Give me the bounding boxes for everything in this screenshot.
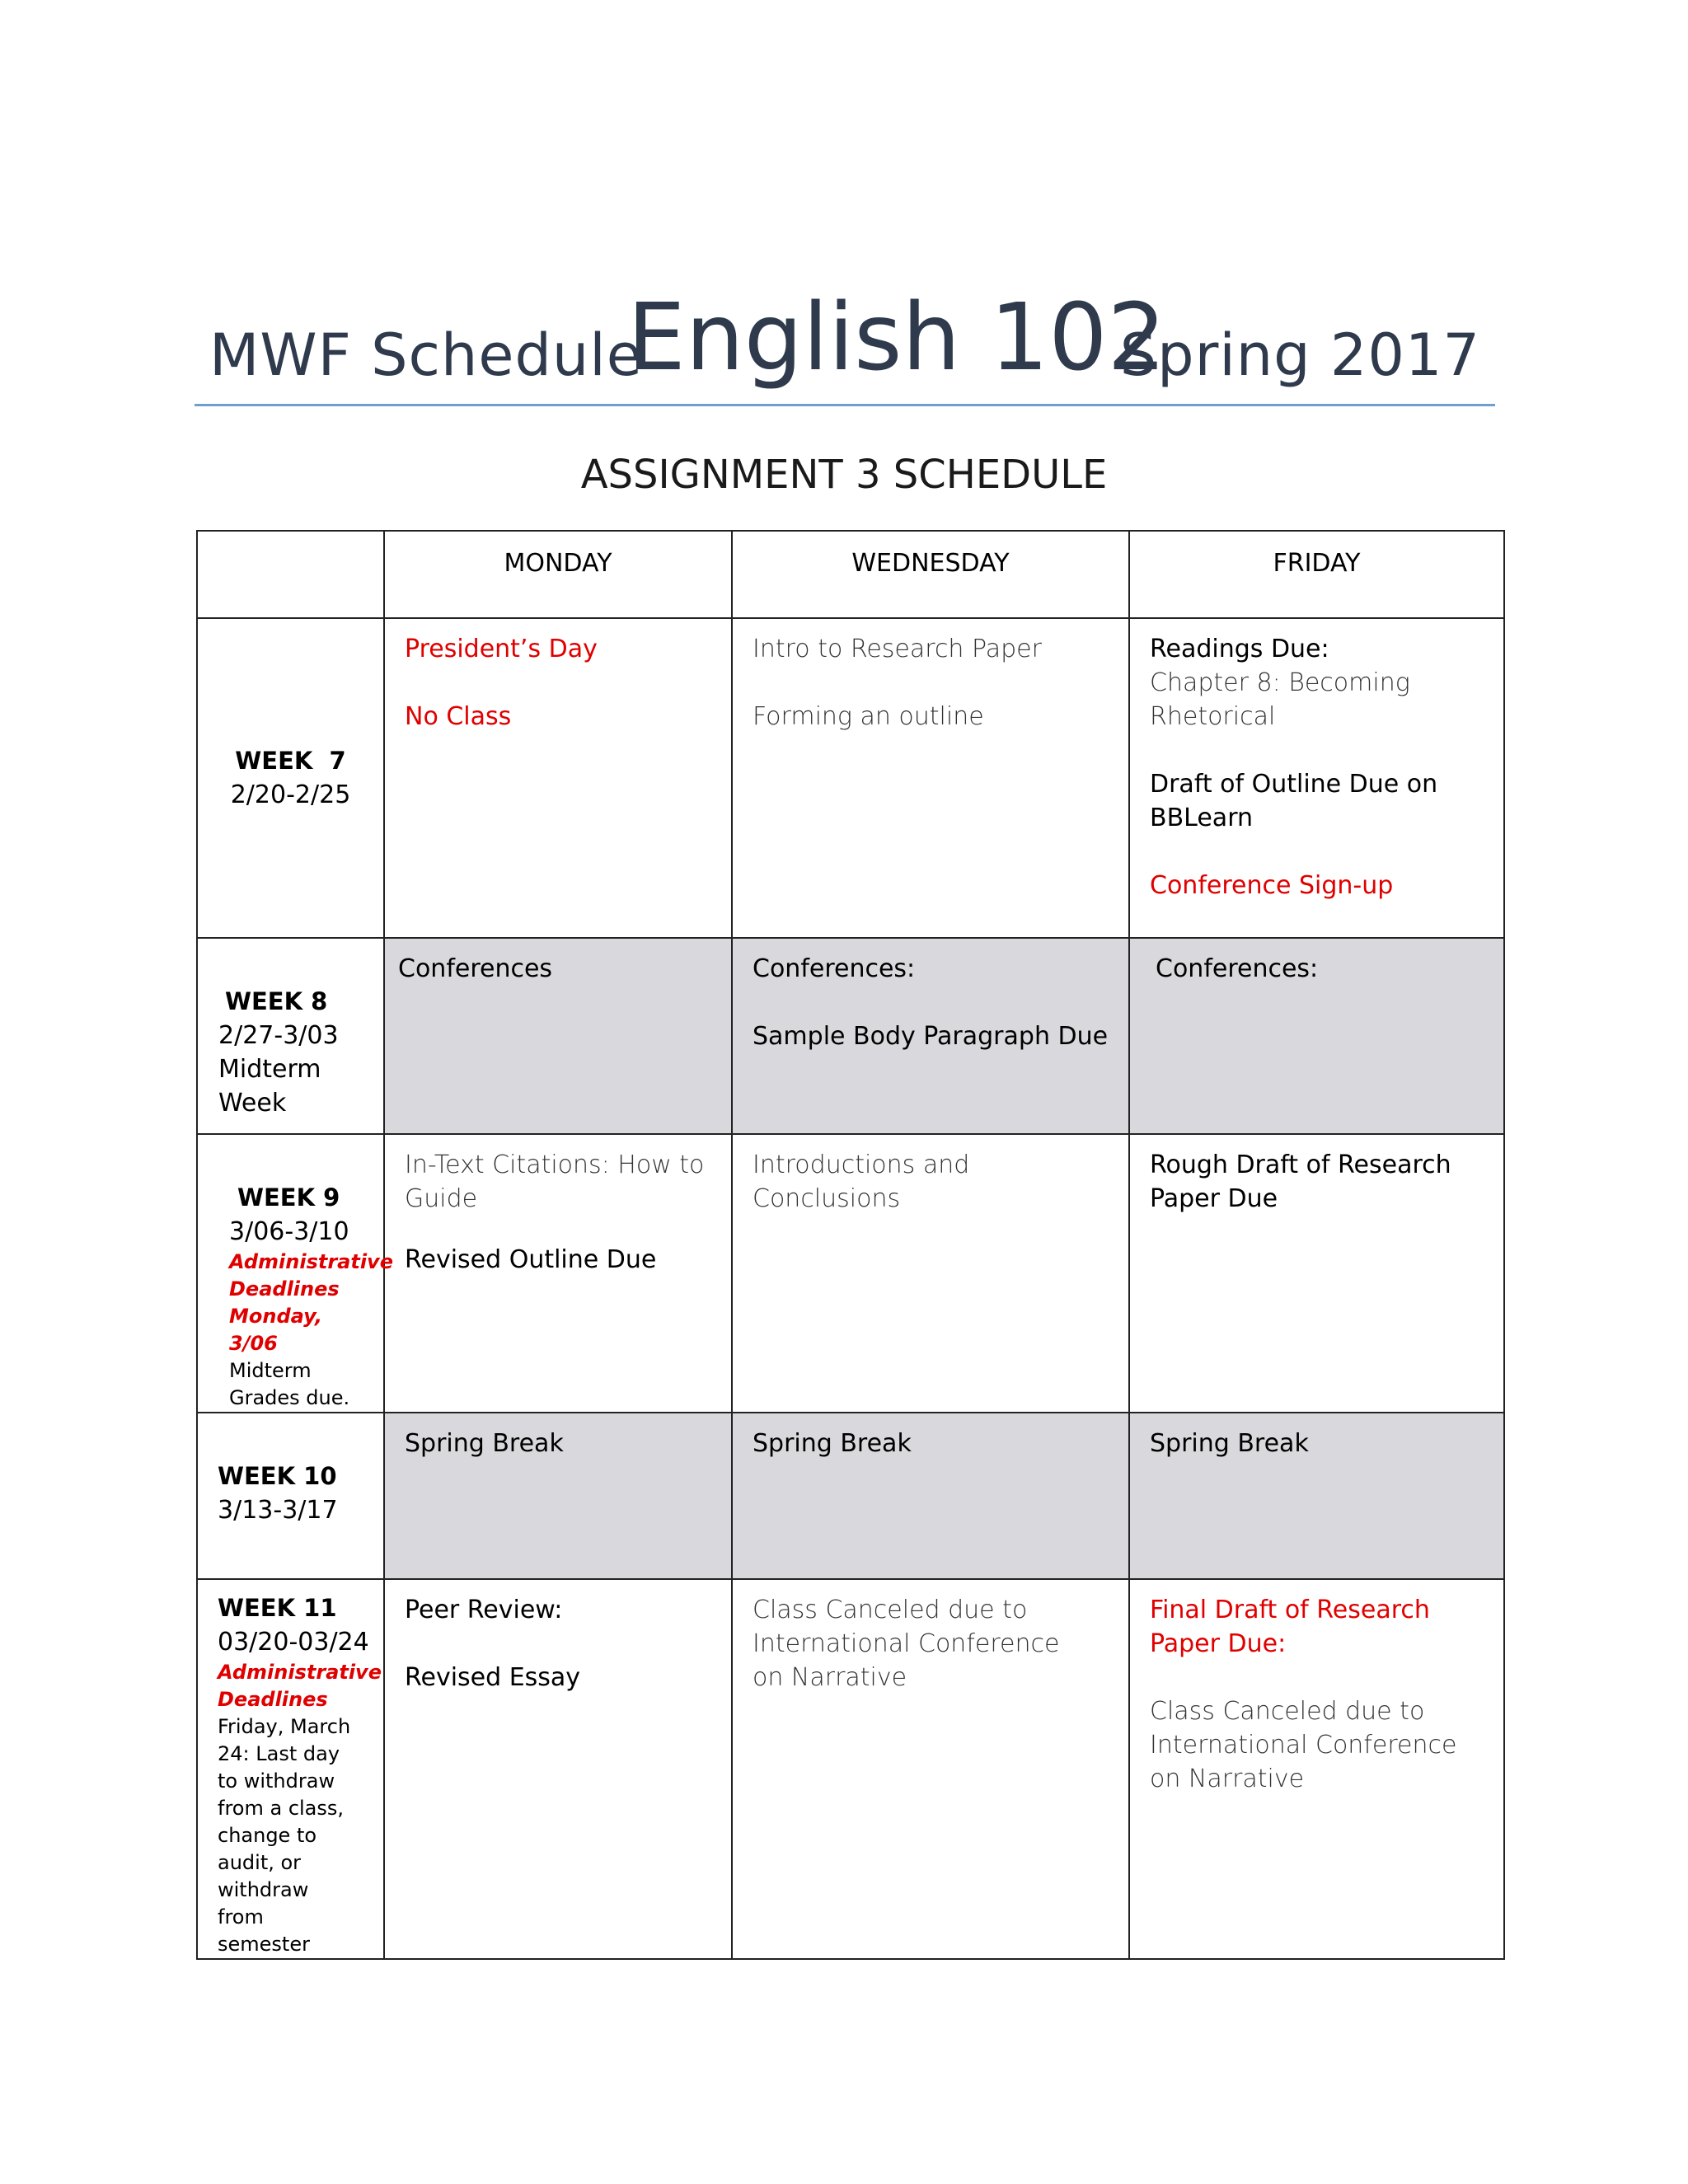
week-title: WEEK 8: [225, 987, 328, 1015]
table-row: [197, 618, 1504, 938]
column-header-wednesday: WEDNESDAY: [732, 531, 1129, 618]
activity-text: Revised Essay: [405, 1663, 581, 1692]
week-title: WEEK 9: [237, 1183, 340, 1212]
week-dates: 03/20-03/24: [218, 1628, 369, 1657]
friday-cell: [1129, 1134, 1504, 1413]
table-row: [197, 1579, 1504, 1959]
activity-text: Conferences:: [1156, 954, 1319, 983]
column-header-week: [197, 531, 384, 618]
monday-cell: [384, 1134, 732, 1413]
table-row: [197, 1413, 1504, 1579]
due-text: Sample Body Paragraph Due: [753, 1022, 1109, 1051]
due-text: Draft of Outline Due on BBLearn: [1150, 770, 1438, 832]
monday-cell: [384, 1579, 732, 1959]
wednesday-cell: [732, 1579, 1129, 1959]
column-header-monday: MONDAY: [384, 531, 732, 618]
no-class-label: No Class: [405, 702, 512, 731]
wednesday-cell: [732, 938, 1129, 1134]
week-dates: 2/27-3/03: [218, 1021, 339, 1050]
monday-cell: [384, 1413, 732, 1579]
activity-text: Introductions and Conclusions: [753, 1151, 970, 1213]
week-dates: 2/20-2/25: [230, 780, 351, 809]
monday-cell: [384, 938, 732, 1134]
schedule-type: MWF Schedule: [209, 321, 643, 389]
reading-text: Chapter 8: Becoming Rhetorical: [1150, 668, 1410, 731]
schedule-table: [196, 530, 1505, 1960]
week-title: WEEK 11: [218, 1594, 337, 1622]
week-cell: [197, 618, 384, 938]
week-note: Midterm Week: [218, 1055, 321, 1118]
week-title: WEEK 7: [235, 747, 346, 775]
wednesday-cell: [732, 1413, 1129, 1579]
page-subtitle: ASSIGNMENT 3 SCHEDULE: [580, 452, 1108, 498]
activity-text: Conferences: [398, 954, 553, 983]
week-cell: [197, 938, 384, 1134]
week-dates: 3/06-3/10: [229, 1217, 349, 1246]
friday-cell: [1129, 618, 1504, 938]
table-row: [197, 1134, 1504, 1413]
friday-cell: [1129, 938, 1504, 1134]
cancel-text: Class Canceled due to International Conference on Narrative: [1150, 1697, 1457, 1793]
due-text: Revised Outline Due: [405, 1245, 657, 1274]
column-header-friday: FRIDAY: [1129, 531, 1504, 618]
week-cell: [197, 1413, 384, 1579]
activity-text: Peer Review:: [405, 1596, 563, 1624]
activity-text: Forming an outline: [753, 702, 984, 731]
week-cell: [197, 1134, 393, 1413]
activity-text: Conferences:: [753, 954, 916, 983]
friday-cell: [1129, 1579, 1504, 1959]
break-text: Spring Break: [753, 1429, 912, 1458]
week-note: Midterm Grades due.: [229, 1359, 350, 1409]
admin-deadline: Administrative Deadlines: [218, 1661, 382, 1711]
holiday-label: President’s Day: [405, 635, 598, 663]
friday-cell: [1129, 1413, 1504, 1579]
break-text: Spring Break: [1150, 1429, 1309, 1458]
table-row: [197, 938, 1504, 1134]
cancel-text: Class Canceled due to International Conference on Narrative: [753, 1596, 1060, 1692]
table-header-row: [197, 531, 1504, 618]
due-text: Rough Draft of Research Paper Due: [1150, 1151, 1451, 1213]
wednesday-cell: [732, 1134, 1129, 1413]
header-rule: [195, 404, 1495, 406]
week-cell: [197, 1579, 384, 1959]
term: Spring 2017: [1119, 321, 1480, 389]
monday-cell: [384, 618, 732, 938]
week-title: WEEK 10: [218, 1462, 337, 1490]
page-header: [195, 276, 1495, 393]
admin-deadline: Administrative Deadlines Monday, 3/06: [229, 1250, 393, 1355]
final-due-text: Final Draft of Research Paper Due:: [1150, 1596, 1430, 1658]
activity-text: Intro to Research Paper: [753, 635, 1042, 663]
activity-text: In-Text Citations: How to Guide: [405, 1151, 705, 1213]
due-label: Readings Due:: [1150, 635, 1329, 663]
break-text: Spring Break: [405, 1429, 564, 1458]
week-note: Friday, March 24: Last day to withdraw from a class, change to audit, or withdraw from semester: [218, 1715, 351, 1956]
signup-text: Conference Sign-up: [1150, 871, 1394, 900]
week-dates: 3/13-3/17: [218, 1496, 338, 1525]
course-title: English 102: [627, 284, 1166, 391]
wednesday-cell: [732, 618, 1129, 938]
